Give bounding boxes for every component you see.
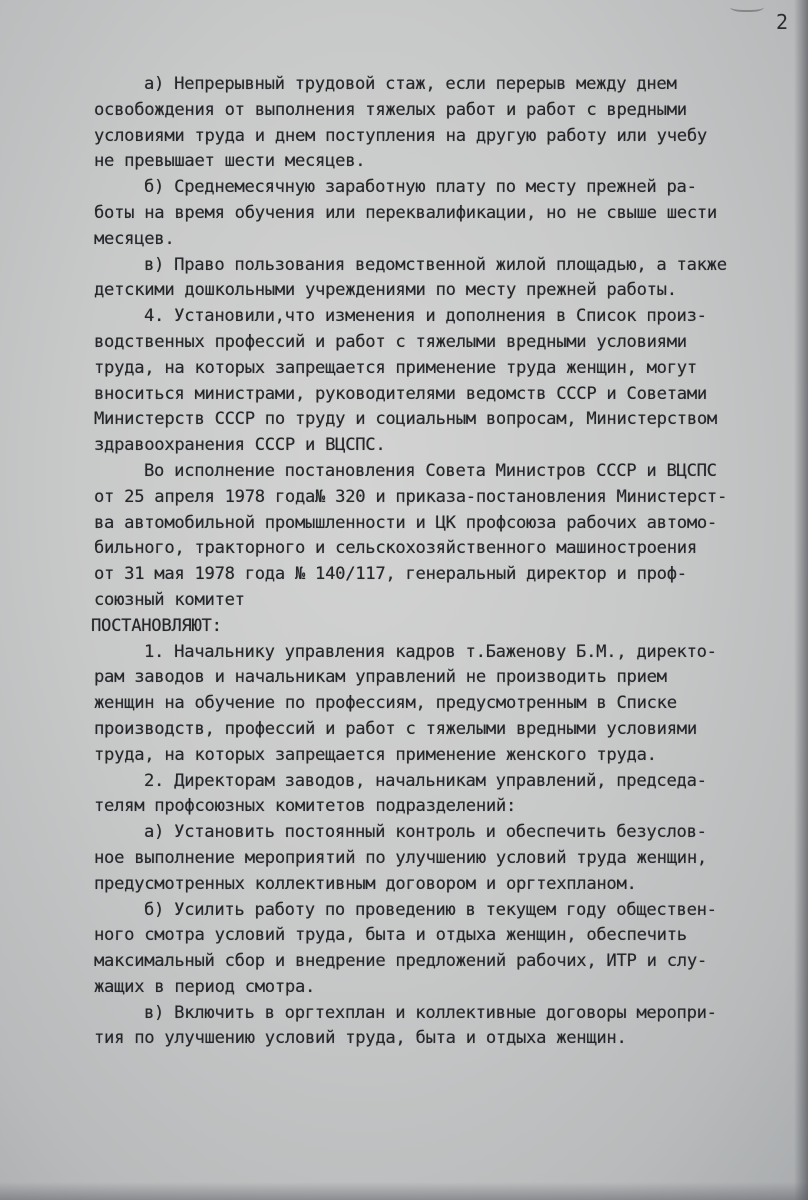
text-line: а) Непрерывный трудовой стаж, если перерыв между днем (144, 74, 677, 94)
text-line: боты на время обучения или переквалификации, но не свыше шести (94, 202, 717, 223)
page-bottom-shadow (0, 1182, 808, 1200)
text-line: рам заводов и начальникам управлений не производить прием (94, 667, 667, 688)
text-line: 2. Директорам заводов, начальникам управлений, председа- (144, 770, 707, 791)
text-line: от 31 мая 1978 года № 140/117, генеральный директор и проф- (94, 564, 687, 585)
document-body (91, 72, 784, 1052)
text-line: ного смотра условий труда, быта и отдыха женщин, обеспечить (94, 925, 687, 946)
text-line: условиями труда и днем поступления на другую работу или учебу (94, 125, 707, 146)
page-number: 2 (775, 10, 788, 34)
page-edge-shadow (794, 0, 808, 1200)
text-line: от 25 апреля 1978 года№ 320 и приказа-постановления Министерст- (94, 486, 728, 507)
text-line: 1. Начальнику управления кадров т.Баженову Б.М., директо- (144, 641, 717, 662)
text-line: женщин на обучение по профессиям, предусмотренным в Списке (94, 693, 677, 714)
text-line: 4. Установили,что изменения и дополнения в Список произ- (144, 306, 707, 327)
section-heading: ПОСТАНОВЛЯЮТ: (91, 615, 222, 636)
corner-mark (730, 0, 764, 12)
text-line: союзный комитет (94, 589, 245, 610)
text-line: водственных профессий и работ с тяжелыми вредными условиями (94, 331, 687, 352)
text-line: ва автомобильной промышленности и ЦК профсоюза рабочих автомо- (94, 512, 717, 533)
text-line: бильного, тракторного и сельскохозяйственного машиностроения (94, 538, 697, 559)
text-line: месяцев. (94, 228, 175, 249)
text-line: не превышает шести месяцев. (94, 151, 366, 172)
text-line: в) Право пользования ведомственной жилой площадью, а также (144, 254, 727, 275)
text-line: Министерств СССР по труду и социальным вопросам, Министерством (94, 409, 717, 430)
text-line: б) Среднемесячную заработную плату по месту прежней ра- (144, 177, 697, 198)
text-line: детскими дошкольными учреждениями по месту прежней работы. (94, 280, 677, 301)
text-line: б) Усилить работу по проведению в текущем году обществен- (144, 899, 717, 920)
text-line: телям профсоюзных комитетов подразделений: (94, 796, 517, 817)
text-line: Во исполнение постановления Совета Министров СССР и ВЦСПС (144, 460, 717, 481)
text-line: вноситься министрами, руководителями ведомств СССР и Советами (94, 383, 707, 404)
text-line: производств, профессий и работ с тяжелыми вредными условиями (94, 718, 697, 739)
text-line: труда, на которых запрещается применение труда женщин, могут (94, 357, 697, 378)
text-line: а) Установить постоянный контроль и обеспечить безуслов- (144, 822, 707, 843)
text-line: максимальный сбор и внедрение предложений рабочих, ИТР и слу- (94, 951, 707, 972)
text-line: освобождения от выполнения тяжелых работ и работ с вредными (94, 99, 687, 120)
text-line: ное выполнение мероприятий по улучшению условий труда женщин, (94, 847, 707, 868)
text-line: здравоохранения СССР и ВЦСПС. (94, 435, 386, 456)
text-line: предусмотренных коллективным договором и оргтехпланом. (94, 873, 637, 894)
text-line: труда, на которых запрещается применение женского труда. (94, 744, 657, 765)
text-line: тия по улучшению условий труда, быта и отдыха женщин. (94, 1028, 627, 1049)
text-line: в) Включить в оргтехплан и коллективные договоры меропри- (144, 1002, 717, 1023)
text-line: жащих в период смотра. (94, 976, 316, 997)
